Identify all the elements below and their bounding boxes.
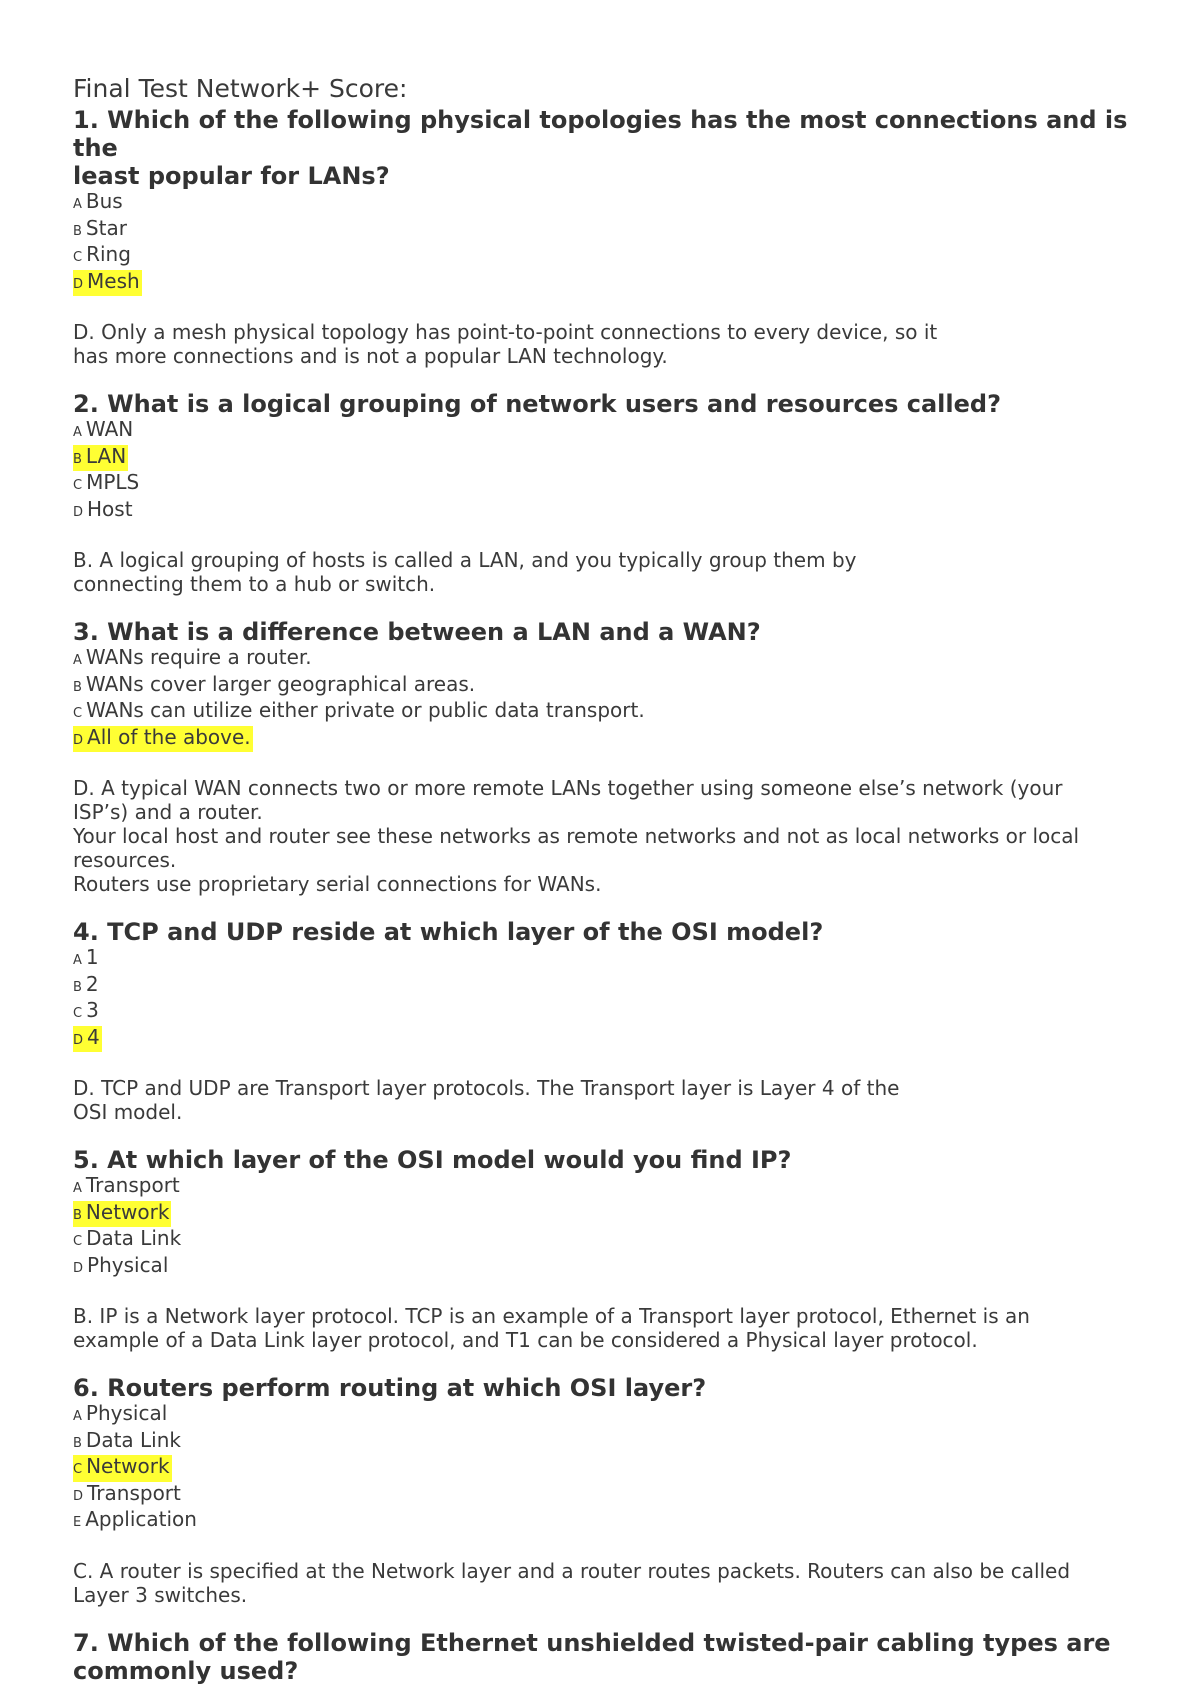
answer-option: B Data Link	[73, 1427, 181, 1452]
explanation-line: OSI model.	[73, 1100, 183, 1124]
question-block	[73, 1629, 1133, 1685]
explanation-line: has more connections and is not a popular LAN technology.	[73, 344, 668, 368]
explanation-line: D. Only a mesh physical topology has point-to-point connections to every device, so it	[73, 320, 938, 344]
answer-option: D Physical	[73, 1252, 169, 1277]
answer-option: A WAN	[73, 417, 134, 441]
explanation-line: Routers use proprietary serial connections for WANs.	[73, 872, 602, 896]
explanation-line: C. A router is specified at the Network layer and a router routes packets. Routers can also be called	[73, 1558, 1071, 1583]
answer-option: B Star	[73, 215, 127, 240]
explanation-line: example of a Data Link layer protocol, and T1 can be considered a Physical layer protocol.	[73, 1328, 978, 1352]
answer-option: B WANs cover larger geographical areas.	[73, 671, 476, 696]
explanation-line: D. A typical WAN connects two or more remote LANs together using someone else’s network (your	[73, 776, 1063, 800]
question-text: 2. What is a logical grouping of network users and resources called?	[73, 390, 1001, 418]
answer-option: C Ring	[73, 242, 131, 266]
explanation-line: B. A logical grouping of hosts is called a LAN, and you typically group them by	[73, 548, 857, 572]
answer-option-correct: B Network	[73, 1201, 1133, 1228]
page-title: Final Test Network+ Score:	[73, 74, 408, 103]
answer-option-correct: C Network	[73, 1455, 1133, 1482]
answer-option: C 3	[73, 998, 99, 1022]
question-block	[73, 390, 1133, 596]
answer-option: A 1	[73, 945, 99, 969]
answer-option: A Transport	[73, 1173, 180, 1197]
answer-option-correct: D 4	[73, 1026, 1133, 1053]
answer-option: B 2	[73, 971, 99, 996]
explanation-line: resources.	[73, 848, 177, 872]
question-block	[73, 1146, 1133, 1352]
question-text: 1. Which of the following physical topologies has the most connections and is the	[73, 106, 1128, 162]
explanation-line: ISP’s) and a router.	[73, 800, 263, 824]
explanation-line: Your local host and router see these networks as remote networks and not as local networks or local	[73, 824, 1080, 848]
explanation-line: connecting them to a hub or switch.	[73, 572, 436, 596]
answer-option: C MPLS	[73, 470, 140, 494]
question-block	[73, 1374, 1133, 1607]
answer-option: A Physical	[73, 1401, 168, 1425]
question-text: 6. Routers perform routing at which OSI layer?	[73, 1374, 707, 1402]
answer-option-correct: D Mesh	[73, 270, 1133, 297]
question-text: 7. Which of the following Ethernet unshielded twisted-pair cabling types are	[73, 1628, 1111, 1657]
answer-option-correct: D All of the above.	[73, 726, 1133, 753]
question-block	[73, 618, 1133, 896]
answer-option-correct: B LAN	[73, 445, 1133, 472]
explanation-line: B. IP is a Network layer protocol. TCP is an example of a Transport layer protocol, Ethernet is an	[73, 1304, 1030, 1328]
question-text: 5. At which layer of the OSI model would you find IP?	[73, 1146, 792, 1174]
explanation-line: D. TCP and UDP are Transport layer protocols. The Transport layer is Layer 4 of the	[73, 1076, 900, 1100]
answer-option: D Transport	[73, 1480, 181, 1505]
answer-option: E Application	[73, 1507, 197, 1531]
question-text-line2: commonly used?	[73, 1656, 299, 1685]
document-content	[73, 74, 1133, 1685]
question-block	[73, 918, 1133, 1124]
question-text-line2: least popular for LANs?	[73, 162, 390, 190]
answer-option: A Bus	[73, 189, 123, 213]
answer-option: C WANs can utilize either private or public data transport.	[73, 698, 645, 722]
answer-option: C Data Link	[73, 1226, 182, 1250]
question-text: 3. What is a difference between a LAN and a WAN?	[73, 618, 761, 646]
explanation-line: Layer 3 switches.	[73, 1582, 248, 1607]
question-text: 4. TCP and UDP reside at which layer of the OSI model?	[73, 918, 824, 946]
answer-option: D Host	[73, 496, 133, 521]
answer-option: A WANs require a router.	[73, 645, 312, 669]
question-block	[73, 106, 1133, 368]
